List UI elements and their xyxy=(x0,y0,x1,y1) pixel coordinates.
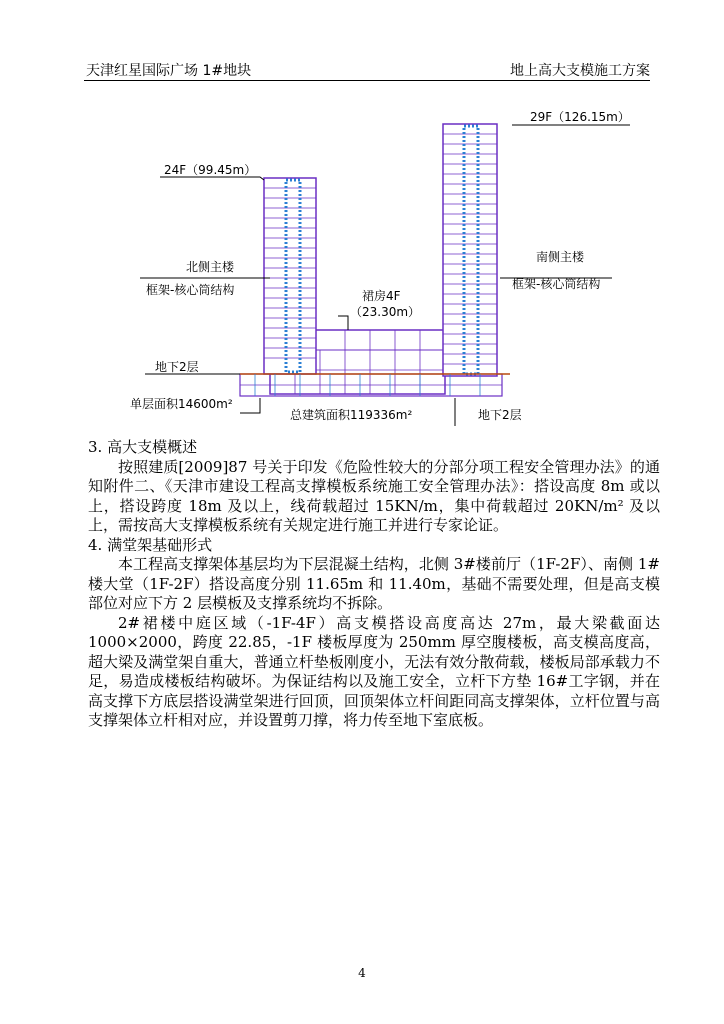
header-rule xyxy=(84,80,650,81)
podium-floors-label: 裙房4F xyxy=(362,289,401,303)
south-tower-height-label: 29F（126.15m） xyxy=(530,110,630,124)
north-tower-name-label: 北侧主楼 xyxy=(186,260,235,274)
section-4-paragraph-1: 本工程高支撑架体基层均为下层混凝土结构，北侧 3#楼前厅（1F-2F）、南侧 1#楼大堂（1F-2F）搭设高度分别 11.65m 和 11.40m，基础不需要处理，但是高支模部位对应下方 2 层模板及支撑系统均不拆除。 xyxy=(88,555,660,612)
north-tower-height-label: 24F（99.45m） xyxy=(164,163,257,177)
total-floor-area-label: 总建筑面积119336m² xyxy=(290,408,413,422)
building-elevation-diagram xyxy=(100,108,640,438)
north-tower xyxy=(264,178,316,374)
section-3-paragraph: 按照建质[2009]87 号关于印发《危险性较大的分部分项工程安全管理办法》的通知附件二、《天津市建设工程高支撑模板系统施工安全管理办法》：搭设高度 8m 或以上，搭设跨度 18m 及以上，线荷载超过 15KN/m，集中荷载超过 20KN/m² 及以上，需按高大支撑模板系统有关规定进行施工并进行专家论证。 xyxy=(88,457,660,534)
single-floor-area-label: 单层面积14600m² xyxy=(130,397,233,411)
body-text xyxy=(88,438,660,731)
north-tower-structure-label: 框架-核心筒结构 xyxy=(146,283,235,297)
south-tower xyxy=(443,124,497,376)
header-project-title: 天津红星国际广场 1#地块 xyxy=(86,63,252,79)
basement-left-label: 地下2层 xyxy=(155,360,199,374)
podium-height-label: （23.30m） xyxy=(350,305,421,319)
section-4-paragraph-2: 2#裙楼中庭区域（-1F-4F）高支模搭设高度高达 27m，最大梁截面达 1000×2000，跨度 22.85，-1F 楼板厚度为 250mm 厚空腹楼板，高支模高度高，超大梁及满堂架自重大，普通立杆垫板刚度小，无法有效分散荷载，楼板局部承载力不足，易造成楼板结构破坏。为保证结构以及施工安全，立杆下方垫 16#工字钢，并在高支撑下方底层搭设满堂架进行回顶，回顶架体立杆间距同高支撑架体，立杆位置与高支撑架体立杆相对应，并设置剪刀撑，将力传至地下室底板。 xyxy=(88,613,660,729)
basement-right-label: 地下2层 xyxy=(478,408,522,422)
section-3-heading: 3. 高大支模概述 xyxy=(88,438,198,456)
page-number: 4 xyxy=(358,966,366,980)
section-4-heading: 4. 满堂架基础形式 xyxy=(88,535,213,554)
header-document-title: 地上高大支模施工方案 xyxy=(510,63,650,79)
south-tower-structure-label: 框架-核心筒结构 xyxy=(512,277,601,291)
south-tower-name-label: 南侧主楼 xyxy=(536,250,585,264)
